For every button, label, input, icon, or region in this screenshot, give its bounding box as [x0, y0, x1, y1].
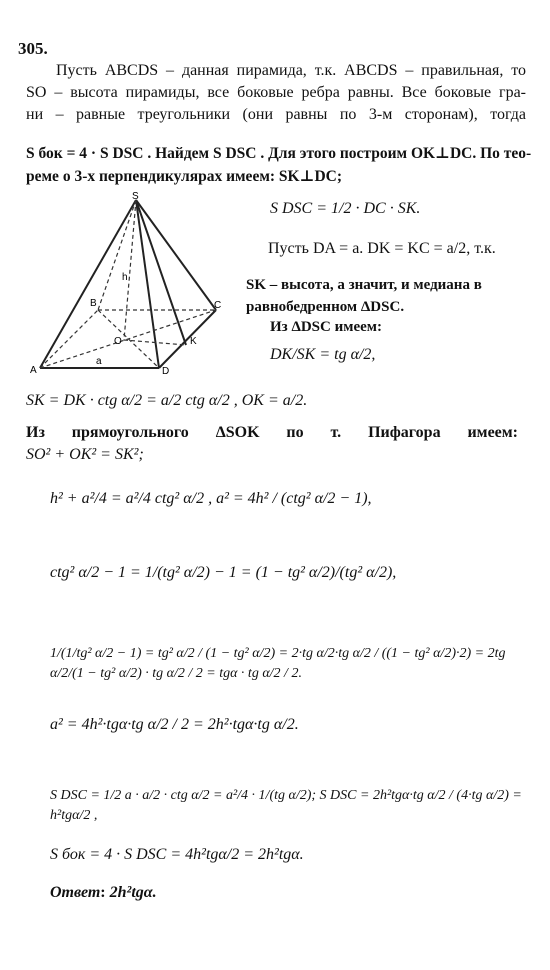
- intro-line-3: ни – равные треугольники (они равны по 3-м сторонам), тогда: [26, 106, 526, 123]
- word-2: прямоугольного: [71, 424, 189, 441]
- answer-value: 2h²tgα.: [109, 884, 157, 901]
- label-c: C: [214, 300, 222, 311]
- sk-height-line: SK – высота, а значит, и медиана в: [246, 277, 482, 293]
- label-o: O: [114, 336, 122, 347]
- from-dsc-line: Из ΔDSC имеем:: [270, 319, 382, 335]
- label-k: K: [190, 336, 197, 347]
- ratio-equation: 1/(1/tg² α/2 − 1) = tg² α/2 / (1 − tg² α/2) = 2·tg α/2·tg α/2 / ((1 − tg² α/2)·2) = 2tg α/2/(1 − tg² α/2) · tg α/2 / 2 = tgα · tg α/2 / 2.: [50, 646, 506, 681]
- isosceles-line: равнобедренном ΔDSC.: [246, 299, 405, 315]
- let-da-line: Пусть DA = a. DK = KC = a/2, т.к.: [268, 240, 496, 257]
- sdsc-equation: S DSC = 1/2 a · a/2 · ctg α/2 = a²/4 · 1/(tg α/2); S DSC = 2h²tgα·tg α/2 / (4·tg α/2) = h²tgα/2 ,: [50, 788, 522, 823]
- sdsc-formula: S DSC = 1/2 · DC · SK.: [270, 200, 421, 217]
- dk-sk-formula: DK/SK = tg α/2,: [270, 346, 376, 363]
- word-1: Из: [26, 424, 45, 441]
- intro-line-2: SO – высота пирамиды, все боковые ребра равны. Все боковые гра-: [26, 84, 526, 101]
- label-s: S: [132, 192, 139, 202]
- sbok-equation: S бок = 4 · S DSC = 4h²tgα/2 = 2h²tgα.: [50, 846, 304, 863]
- word-6: Пифагора: [368, 424, 441, 441]
- h2-equation: h² + a²/4 = a²/4 ctg² α/2 , a² = 4h² / (ctg² α/2 − 1),: [50, 490, 372, 507]
- answer-label: Ответ: [50, 884, 101, 901]
- pythagoras-line: [26, 424, 518, 442]
- problem-number: 305.: [18, 39, 48, 58]
- sbok-line: S бок = 4 · S DSC . Найдем S DSC . Для этого построим OK⊥DC. По тео-: [26, 145, 532, 162]
- word-3: ΔSOK: [215, 424, 260, 441]
- a2-equation: a² = 4h²·tgα·tg α/2 / 2 = 2h²·tgα·tg α/2.: [50, 716, 299, 733]
- word-7: имеем:: [467, 424, 518, 441]
- word-5: т.: [330, 424, 342, 441]
- label-a-side: a: [96, 356, 102, 367]
- pythagoras-equation: SO² + OK² = SK²;: [26, 446, 144, 463]
- label-d: D: [162, 366, 170, 377]
- answer-line: [50, 884, 157, 902]
- intro-line-1: Пусть ABCDS – данная пирамида, т.к. ABCDS – правильная, то: [56, 62, 526, 79]
- ctg-equation: ctg² α/2 − 1 = 1/(tg² α/2) − 1 = (1 − tg² α/2)/(tg² α/2),: [50, 564, 397, 581]
- label-b: B: [90, 298, 97, 309]
- perpendicular-line: реме о 3-х перпендикулярах имеем: SK⊥DC;: [26, 168, 343, 185]
- answer-colon: :: [100, 884, 106, 901]
- pyramid-figure: [26, 192, 226, 377]
- sk-equation: SK = DK · ctg α/2 = a/2 ctg α/2 , OK = a/2.: [26, 392, 308, 409]
- label-h: h: [122, 272, 128, 283]
- label-a: A: [30, 365, 37, 376]
- word-4: по: [286, 424, 304, 441]
